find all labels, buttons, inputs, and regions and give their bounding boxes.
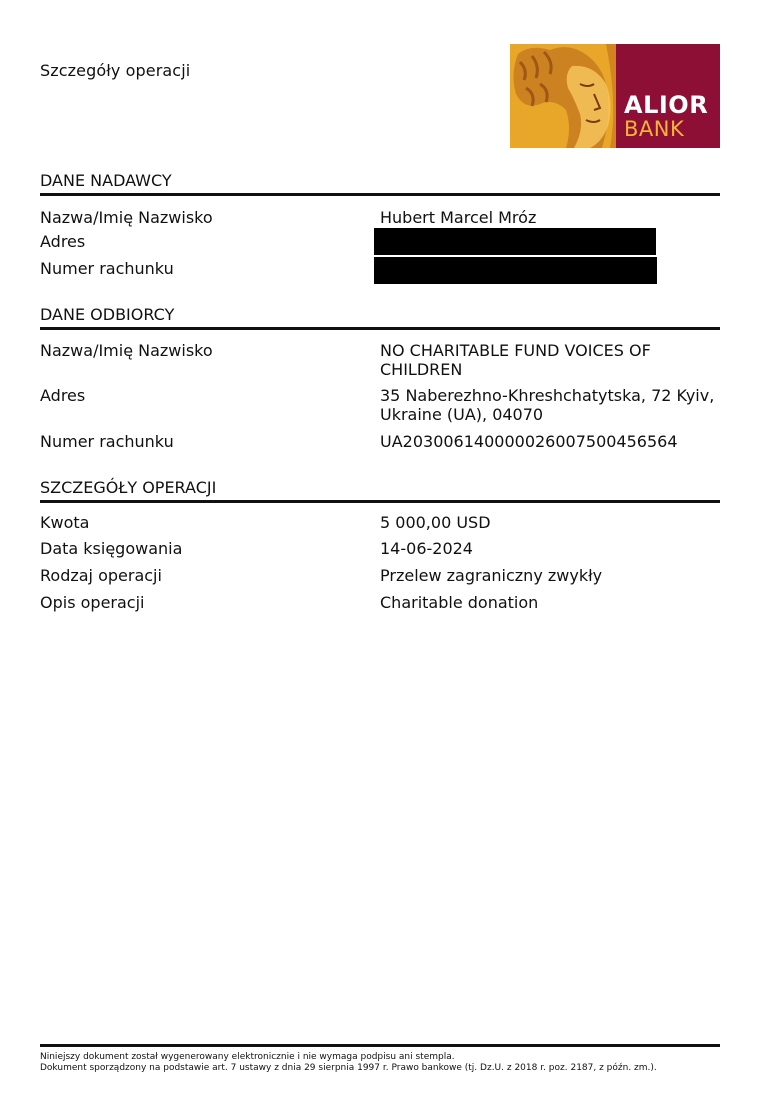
- footer-line-1: Niniejszy dokument został wygenerowany elektronicznie i nie wymaga podpisu ani stempla.: [40, 1052, 455, 1062]
- document-title: Szczegóły operacji: [40, 61, 191, 80]
- operation-amount-value: 5 000,00 USD: [380, 513, 491, 532]
- sender-account-redaction: [374, 257, 657, 284]
- sender-section-header: DANE NADAWCY: [40, 171, 720, 196]
- sender-address-redaction: [374, 228, 656, 255]
- logo-text-alior: ALIOR: [624, 91, 709, 119]
- recipient-account-value: UA203006140000026007500456564: [380, 432, 678, 451]
- operation-date-value: 14-06-2024: [380, 539, 473, 558]
- sender-section: [40, 171, 720, 227]
- sender-account-label: Numer rachunku: [40, 259, 174, 278]
- logo-text-bank: BANK: [624, 117, 685, 141]
- operation-amount-label: Kwota: [40, 513, 90, 532]
- document-footer: [40, 1044, 720, 1074]
- sender-name-label: Nazwa/Imię Nazwisko: [40, 208, 213, 227]
- footer-line-2: Dokument sporządzony na podstawie art. 7 ustawy z dnia 29 sierpnia 1997 r. Prawo bankowe (tj. Dz.U. z 2018 r. poz. 2187, z późn. zm.).: [40, 1063, 657, 1073]
- recipient-section-header: DANE ODBIORCY: [40, 305, 720, 330]
- operation-description-label: Opis operacji: [40, 593, 145, 612]
- sender-address-label: Adres: [40, 232, 86, 251]
- recipient-address-value: [380, 386, 720, 424]
- operation-section-header: SZCZEGÓŁY OPERACJI: [40, 478, 720, 503]
- operation-type-value: Przelew zagraniczny zwykły: [380, 566, 603, 585]
- operation-description-value: Charitable donation: [380, 593, 539, 612]
- alior-bank-logo: [510, 44, 720, 148]
- recipient-address-label: Adres: [40, 386, 86, 405]
- recipient-name-value-line2: CHILDREN: [380, 360, 463, 379]
- recipient-name-value: [380, 341, 720, 379]
- operation-type-label: Rodzaj operacji: [40, 566, 162, 585]
- recipient-account-label: Numer rachunku: [40, 432, 174, 451]
- recipient-section: [40, 305, 720, 330]
- recipient-address-value-line2: Ukraine (UA), 04070: [380, 405, 544, 424]
- recipient-name-label: Nazwa/Imię Nazwisko: [40, 341, 213, 360]
- sender-name-value: Hubert Marcel Mróz: [380, 208, 537, 227]
- operation-date-label: Data księgowania: [40, 539, 183, 558]
- recipient-address-value-line1: 35 Naberezhno-Khreshchatytska, 72 Kyiv,: [380, 386, 715, 405]
- recipient-name-value-line1: NO CHARITABLE FUND VOICES OF: [380, 341, 651, 360]
- operation-section: [40, 478, 720, 503]
